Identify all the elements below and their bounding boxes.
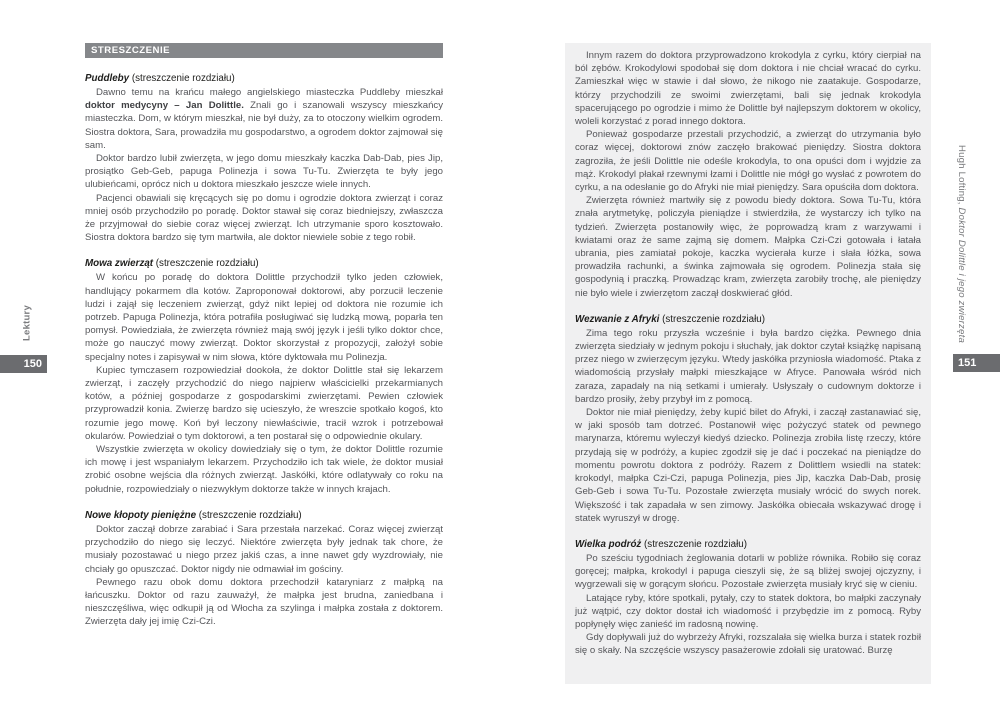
chapter-suffix: (streszczenie rozdziału) <box>641 538 747 550</box>
chapter-title: Nowe kłopoty pieniężne <box>85 509 197 521</box>
chapter-suffix: (streszczenie rozdziału) <box>659 313 766 325</box>
paragraph <box>85 443 443 496</box>
text-run: Gdy dopływali już do wybrzeży Afryki, rozszalała się wielka burza i statek rozbił się o skały. Na szczęście wszyscy pasażerowie zdołali się uratować. Burzę <box>575 632 921 657</box>
page-number-tab-right: 151 <box>953 354 1000 372</box>
text-run: Po sześciu tygodniach żeglowania dotarli w pobliże równika. Robiło się coraz goręcej; małpka, krokodyl i papuga cieszyli się, że są bliżej swojej ojczyzny, i wygrzewali się w gorącym słońcu. Pozostałe zwierzęta musiały kryć się w cieniu. <box>575 552 921 591</box>
text-run: Doktor bardzo lubił zwierzęta, w jego domu mieszkały kaczka Dab-Dab, pies Jip, prosiątko Geb-Geb, papuga Polinezja i sowa Tu-Tu. Zwierzęta te były jego ulubieńcami, oprócz nich u doktora mieszkało jeszcze wiele innych. <box>85 153 443 191</box>
paragraph <box>85 364 443 443</box>
left-page <box>85 43 443 629</box>
text-run: Pewnego razu obok domu doktora przechodził kataryniarz z małpką na łańcuszku. Doktor od razu zauważył, że małpka jest brudna, zaniedbana i nieszczęśliwa, więc odkupił ją od Włocha za szylinga i małpka została z doktorem. Zwierzęta dały jej imię Czi-Czi. <box>85 576 443 628</box>
running-header-vertical <box>956 145 967 343</box>
text-run: Doktor nie miał pieniędzy, żeby kupić bilet do Afryki, i zaczął zastanawiać się, w jaki sposób tam dotrzeć. Postanowił więc pożyczyć statek od pewnego marynarza, któremu wyleczył kiedyś dziecko. Polinezja zrobiła listę rzeczy, które przydają się w podróży, a kupiec zgodził się je dać i poczekać na pieniądze do momentu powrotu doktora z podróży. Razem z Dolittlem wsiedli na statek: krokodyl, małpka Czi-Czi, papuga Polinezja, pies Jip, kaczka Dab-Dab, prosię Geb-Geb i sowa Tu-Tu. Pozostałe zwierzęta musiały wrócić do swych norek. Większość i tak zapadała w sen zimowy. Jaskółka obiecała wskazywać drogę i statek wyruszył w drogę. <box>575 407 921 524</box>
chapter-suffix: (streszczenie rozdziału) <box>129 73 235 84</box>
text-run: Innym razem do doktora przyprowadzono krokodyla z cyrku, który cierpiał na ból zębów. Krokodylowi spodobał się dom doktora i nie chciał wracać do cyrku. Zamieszkał więc w stawie i dał słowo, że nikogo nie zaatakuje. Gospodarze, którzy przychodzili ze swoimi zwierzętami, bali się jednak krokodyla spacerującego po ogrodzie i mimo że Dolittle był najlepszym doktorem w okolicy, woleli korzystać z porad innego doktora. <box>575 50 921 128</box>
right-page-text-box <box>565 43 931 684</box>
chapter-title: Puddleby <box>85 73 130 84</box>
text-run: Zima tego roku przyszła wcześnie i była bardzo ciężka. Pewnego dnia zwierzęta siedziały w jednym pokoju i słuchały, jak doktor czytał książkę napisaną przez niego w zwierzęcym języku. Wtedy jaskółka przyniosła wiadomość. Ptaka z wiadomością przysłały małpki mieszkające w Afryce. Panowała wśród nich zaraza, zapadały na nią setkami i umierały. Usłyszały o cudownym doktorze i bardzo prosiły, żeby przybył im z pomocą. <box>575 327 921 405</box>
paragraph <box>575 327 921 406</box>
paragraph <box>85 192 443 245</box>
text-run: Znali go i szanowali wszyscy mieszkańcy miasteczka. Dom, w którym mieszkał, nie był duży, za to otoczony wielkim ogrodem. Siostra doktora, Sara, prowadziła mu gospodarstwo, a ogrodem doktor zajmował się sam. <box>85 100 443 151</box>
chapter-title: Wezwanie z Afryki <box>575 313 660 325</box>
text-run: Latające ryby, które spotkali, pytały, czy to statek doktora, bo małpki zaczynały już wątpić, czy doktor dostał ich wiadomość i przybędzie im z pomocą. Ryby popłynęły więc zanieść im radosną nowinę. <box>575 592 921 630</box>
chapter-heading <box>575 538 921 551</box>
text-run: Wszystkie zwierzęta w okolicy dowiedziały się o tym, że doktor Dolittle rozumie ich mowę i jest wspaniałym lekarzem. Przychodziło ich tak wiele, że doktor musiał zrobić osobne wejścia dla różnych zwierząt. Jaskółki, które odlatywały co roku na południe, rozpowiedziały o niezwykłym doktorze także w innych krajach. <box>85 444 443 495</box>
paragraph <box>575 552 921 592</box>
right-page-continuation <box>575 49 921 300</box>
left-page-sections <box>85 72 443 629</box>
chapter-title: Wielka podróż <box>575 538 642 550</box>
paragraph <box>575 194 921 300</box>
right-page-sections <box>575 313 921 658</box>
text-run: Kupiec tymczasem rozpowiedział dookoła, że doktor Dolittle stał się lekarzem zwierząt, i zaczęły przychodzić do niego najpierw właścicielki przekarmianych kotów, a później gospodarze z gospodarskimi zwierzętami. Pewien człowiek przyprowadził konia. Zwierzę bardzo się ucieszyło, że wreszcie spotkało kogoś, kto rozumie jego mowę. Koń był leczony niewłaściwie, tracił wzrok i potrzebował okularów. Powiedział o tym doktorowi, a ten postarał się o odpowiednie okulary. <box>85 364 443 442</box>
series-label-vertical: Lektury <box>21 304 33 342</box>
paragraph <box>85 271 443 363</box>
paragraph <box>575 592 921 632</box>
chapter-suffix: (streszczenie rozdziału) <box>196 509 302 521</box>
text-run: Dawno temu na krańcu małego angielskiego miasteczka Puddleby mieszkał <box>96 87 443 98</box>
chapter-heading <box>575 313 921 326</box>
chapter-heading <box>85 509 443 522</box>
text-run: W końcu po poradę do doktora Dolittle przychodził tylko jeden człowiek, handlujący pokarmem dla kotów. Zaproponował doktorowi, aby porzucił leczenie ludzi i zajął się leczeniem zwierząt, gdyż nikt lepiej od doktora nie rozumie ich potrzeb. Papuga Polinezja, która potrafiła posługiwać się ludzką mową, poparła ten pomysł. Powiedziała, że zwierzęta również mają swój język i jeśli tylko doktor chce, może go nauczyć mowy zwierząt. Doktor skorzystał z propozycji, założył sobie specjalny notes i zapisywał w nim słowa, które dyktowała mu Polinezja. <box>85 272 443 363</box>
book-author: Hugh Lofting, <box>956 145 967 208</box>
paragraph <box>575 631 921 657</box>
summary-header-bar: STRESZCZENIE <box>85 43 443 58</box>
paragraph <box>575 128 921 194</box>
paragraph <box>85 576 443 629</box>
text-run: Doktor zaczął dobrze zarabiać i Sara przestała narzekać. Coraz więcej zwierząt przychodziło do niego się leczyć. Niektóre zwierzęta były jednak tak chore, że musiały pozostawać u niego przez jakiś czas, a inne nawet gdy wyzdrowiały, nie chciały go opuszczać. Doktor nigdy nie odmawiał im gościny. <box>85 523 443 575</box>
paragraph <box>575 406 921 525</box>
text-run: Ponieważ gospodarze przestali przychodzić, a zwierząt do utrzymania było coraz więcej, doktorowi znów zaczęło brakować pieniędzy. Siostra doktora zagroziła, że jeśli Dolittle nie odeśle krokodyla, to ona opuści dom i wyjdzie za mąż. Krokodyl płakał rzewnymi łzami i Dolittle nie mógł go wysłać z powrotem do cyrku, a na odesłanie go do Afryki nie miał pieniędzy. Sara opuściła dom doktora. <box>575 129 921 194</box>
chapter-suffix: (streszczenie rozdziału) <box>153 258 259 270</box>
paragraph <box>85 86 443 152</box>
paragraph <box>575 49 921 128</box>
paragraph <box>85 152 443 192</box>
text-run: Zwierzęta również martwiły się z powodu biedy doktora. Sowa Tu-Tu, która znała arytmetykę, policzyła pieniądze i stwierdziła, że wystarczy ich tylko na tydzień. Zwierzęta postanowiły więc, że poprowadzą kram z warzywami i kwiatami oraz że same zajmą się domem. Małpka Czi-Czi gotowała i łatała ubrania, pies zamiatał pokoje, kaczka wycierała kurze i słała łóżka, sowa prowadziła rachunki, a świnka zajmowała się ogrodem. Polinezja stała się gospodynią i praczką. Prowadząc kram, zwierzęta zarobiły trochę, ale pieniędzy nie było wiele i zwierzętom zaczął doskwierać głód. <box>575 195 921 299</box>
page-number-tab-left: 150 <box>0 355 47 373</box>
paragraph <box>85 523 443 576</box>
chapter-heading <box>85 257 443 270</box>
chapter-heading <box>85 72 443 85</box>
bold-text-run: doktor medycyny – Jan Dolittle. <box>85 100 244 112</box>
chapter-title: Mowa zwierząt <box>85 258 154 270</box>
book-title: Doktor Dolittle i jego zwierzęta <box>956 207 967 343</box>
text-run: Pacjenci obawiali się kręcących się po domu i ogrodzie doktora zwierząt i coraz mniej osób przychodziło po poradę. Doktor stawał się coraz biedniejszy, zwłaszcza że przyjmował do siebie coraz więcej zwierząt. Ich utrzymanie sporo kosztowało. Siostra doktora bardzo się tym martwiła, ale doktor niewiele sobie z tego robił. <box>85 192 443 244</box>
